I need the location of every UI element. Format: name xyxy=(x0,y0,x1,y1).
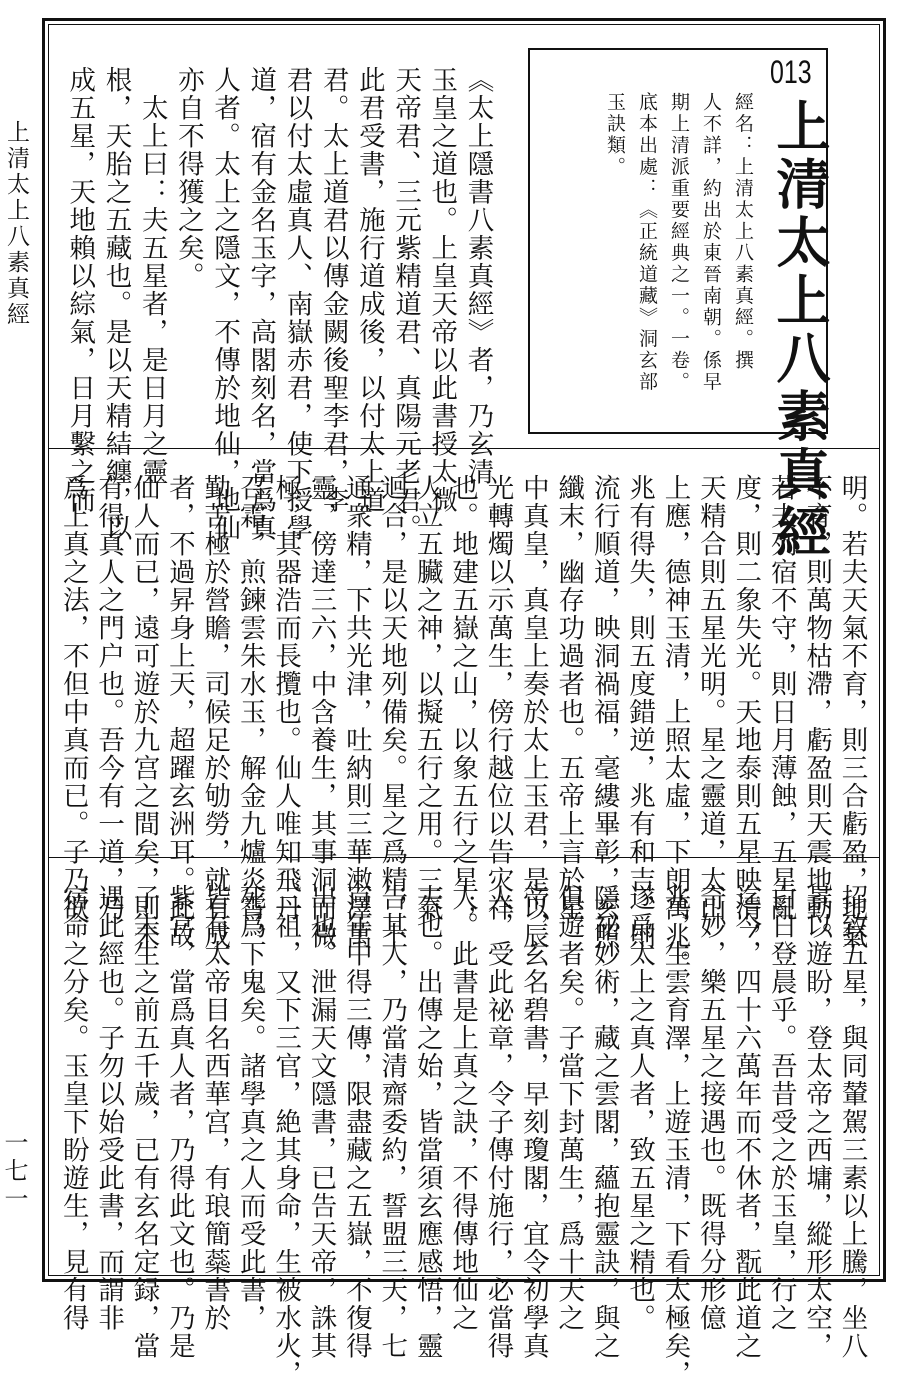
text-column: 流行順道，映洞禍福，毫縷畢彰，玄照 xyxy=(588,474,620,950)
side-running-title: 上清太上八素真經 xyxy=(3,120,29,328)
text-column: 若夫列宿不守，則日月薄蝕，五星亂 xyxy=(765,474,797,922)
text-column: 人，受此祕章，令子傳付施行，必當得 xyxy=(482,884,514,1360)
text-column: 仙人而已，遠可遊於九宫之間矣，則未 xyxy=(128,474,160,950)
text-column: 上應，德神玉清，上照太虛，下朗萬兆。 xyxy=(659,474,691,978)
text-column: 期上清派重要經典之一。一卷。 xyxy=(668,92,690,393)
text-column: 隱祕妙術，藏之雲閣，蘊抱靈訣，與之 xyxy=(588,884,620,1360)
text-column: 玉皇之道也。上皇天帝以此書授太微 xyxy=(426,66,458,514)
text-column: 成五星，天地賴以綜氣，日月繫之而 xyxy=(64,66,96,514)
text-column: 爲上真之法，不但中真而已。子乃欲 xyxy=(57,474,89,922)
text-column: 底本出處：《正統道藏》洞玄部 xyxy=(636,92,658,393)
text-column: 俱遊者矣。子當下封萬生，爲十天之 xyxy=(553,884,585,1332)
text-column: 人。此書是上真之訣，不得傳地仙之 xyxy=(447,884,479,1332)
text-column: 君以付太虛真人、南嶽赤君，使下授學 xyxy=(281,66,313,542)
text-column: 靈，傍達三六，中含養生，其事洞而微 xyxy=(305,474,337,950)
entry-number: 013 xyxy=(770,54,812,90)
text-column: 太上曰：夫五星者，是日月之靈 xyxy=(136,66,168,486)
text-column: 迴合，是以天地列備矣。星之爲精，上 xyxy=(376,474,408,950)
text-column: 奇妙，樂五星之接遇也。既得分形億 xyxy=(694,884,726,1332)
text-column: 死爲下鬼矣。諸學真之人而受此書， xyxy=(234,884,266,1332)
text-column: 根，天胎之五藏也。是以天精結纏，以 xyxy=(100,66,132,542)
text-column: 皆有太帝目名西華宫，有琅簡蘂書於 xyxy=(199,884,231,1332)
text-column: 兆，生雲育澤，上遊玉清，下看太極矣， xyxy=(659,884,691,1388)
text-column: 遂爲太上之真人者，致五星之精也。 xyxy=(624,884,656,1332)
text-column: 君。太上道君以傳金闕後聖李君，李 xyxy=(317,66,349,514)
text-column: 人不詳，約出於東晉南朝。係早 xyxy=(700,92,722,393)
text-column: 此君受書，施行道成後，以付太上道 xyxy=(353,66,385,514)
main-title: 上清太上八素真經 xyxy=(769,98,829,562)
text-column: 天精合則五星光明。星之靈道，太山 xyxy=(694,474,726,922)
text-column: 道，宿有金名玉字，高閣刻名，當爲真 xyxy=(245,66,277,542)
text-column: 有得真人之門户也。吾今有一道，乃 xyxy=(93,474,125,922)
text-column: 勤苦極於營贍，司候足於劬勞，就有成 xyxy=(199,474,231,950)
text-column: 景以遊盼，登太帝之西墉，縱形太空， xyxy=(801,884,833,1360)
text-column: 亦自不得獲之矣。 xyxy=(172,66,204,290)
text-column: 招致五星，與同輦駕三素以上騰，坐八 xyxy=(836,884,868,1360)
text-column: 遇此經也。子勿以始受此書，而謂非 xyxy=(93,884,125,1332)
text-column: 天帝君、三元紫精道君、真陽元老君。 xyxy=(390,66,422,542)
text-column: 不育，則萬物枯滯，虧盈則天震地動。 xyxy=(801,474,833,950)
text-column: 子未生之前五千歲，已有玄名定録，當 xyxy=(128,884,160,1360)
text-column: 也。地建五嶽之山，以象五行之星； xyxy=(447,474,479,922)
text-column: 白日登晨乎。吾昔受之於玉皇，行之 xyxy=(765,884,797,1332)
text-column: 明。若夫天氣不育，則三合虧盈，地氣 xyxy=(836,474,868,950)
text-column: 通衆精，下共光津，吐納則三華潄澤萬 xyxy=(340,474,372,950)
text-column: 紫宫，當爲真人者，乃得此文也。乃是 xyxy=(163,884,195,1360)
text-column: 玉訣類。 xyxy=(604,92,626,178)
page-number: 一七一 xyxy=(0,1130,28,1214)
text-column: 極，其器浩而長攬也。仙人唯知飛丹 xyxy=(270,474,302,922)
text-column: 者，不過昇身上天，超躍玄洲耳。此故 xyxy=(163,474,195,950)
text-column: 出也。泄漏天文隱書，已告天帝，誅其 xyxy=(305,884,337,1360)
text-column: 三祖，又下三官，絶其身命，生被水火， xyxy=(270,884,302,1388)
text-column: 宿命之分矣。玉皇下盼遊生，見有得 xyxy=(57,884,89,1332)
text-column: 夫也。出傳之始，皆當須玄應感悟，靈 xyxy=(411,884,443,1360)
text-column: 纖末，幽存功過者也。五帝上言於星 xyxy=(553,474,585,922)
text-column: 《太上隱書八素真經》者，乃玄清 xyxy=(462,66,494,486)
text-column: 度，則二象失光。天地泰則五星映清， xyxy=(730,474,762,950)
text-column: 光轉燭以示萬生，傍行越位以告灾祥 xyxy=(482,474,514,922)
text-column: 迄今，四十六萬年而不休者，翫此道之 xyxy=(730,884,762,1360)
text-column: 中真皇，真皇上奏於太上玉君，是以辰 xyxy=(517,474,549,950)
text-column: 告其人，乃當清齋委約，誓盟三天，七 xyxy=(376,884,408,1360)
text-column: 帝，玄名碧書，早刻瓊閣，宜令初學真 xyxy=(517,884,549,1360)
text-column: 經名：上清太上八素真經。撰 xyxy=(732,92,754,372)
text-column: 百年中得三傳，限盡藏之五嶽，不復得 xyxy=(340,884,372,1360)
text-column: 人立五臟之神，以擬五行之用。三氣 xyxy=(411,474,443,922)
text-column: 召霜，煎鍊雲朱水玉，解金九爐炎霄， xyxy=(234,474,266,950)
text-column: 人者。太上之隱文，不傳於地仙，地仙 xyxy=(209,66,241,542)
text-column: 兆有得失，則五度錯逆，兆有和吉，則 xyxy=(624,474,656,950)
